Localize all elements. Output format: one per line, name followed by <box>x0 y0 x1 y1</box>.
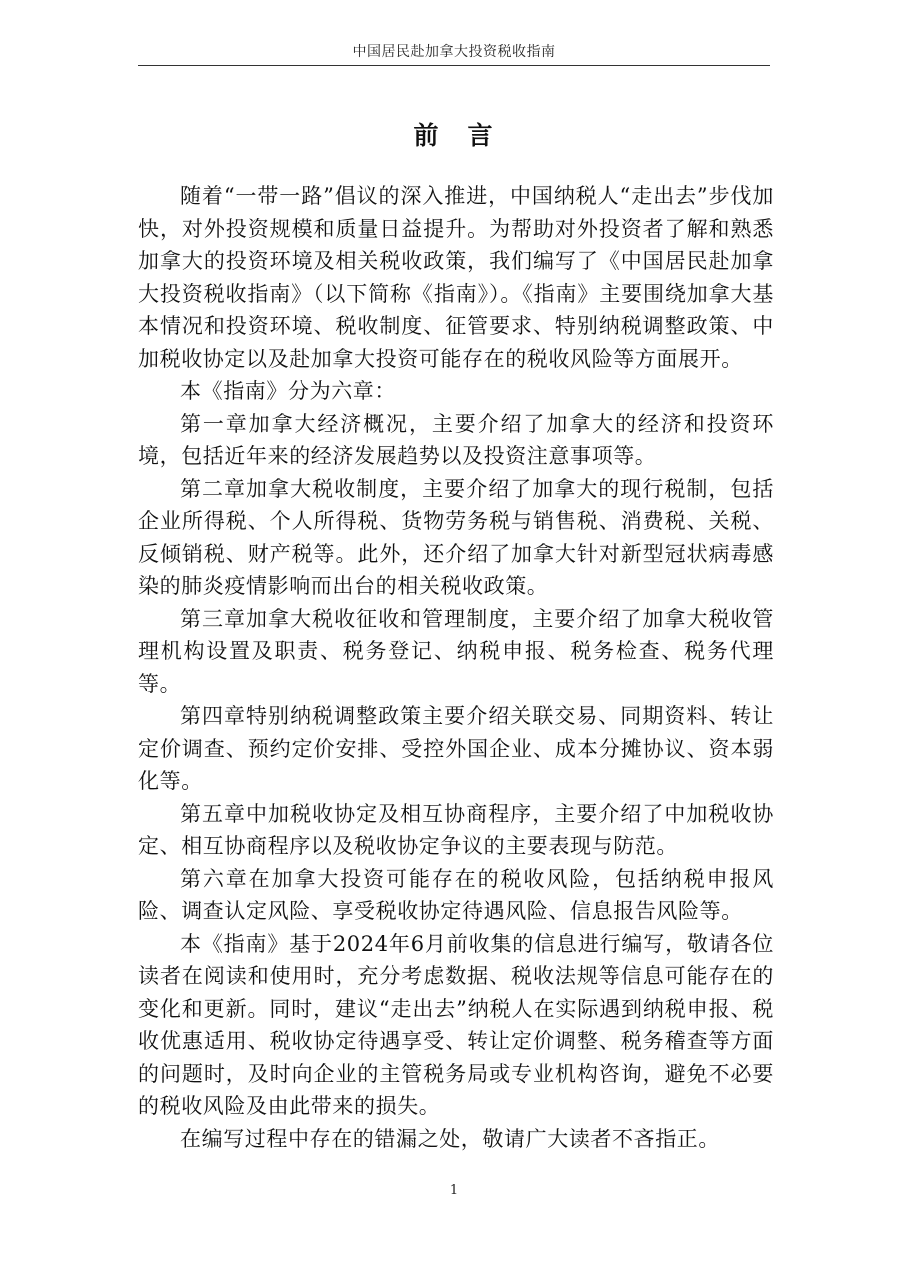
paragraph-closing: 在编写过程中存在的错漏之处，敬请广大读者不吝指正。 <box>180 1126 720 1151</box>
running-header: 中国居民赴加拿大投资税收指南 <box>352 44 556 60</box>
paragraph-disclaimer: 本《指南》基于2024年6月前收集的信息进行编写，敬请各位读者在阅读和使用时，充分考虑数据、税收法规等信息可能存在的变化和更新。同时，建议“走出去”纳税人在实际遇到纳税申报、税收优惠适用、税收协定待遇享受、转让定价调整、税务稽查等方面的问题时，及时向企业的主管税务局或专业机构咨询，避免不必要的税收风险及由此带来的损失。 <box>138 931 774 1118</box>
paragraph-chapter-3: 第三章加拿大税收征收和管理制度，主要介绍了加拿大税收管理机构设置及职责、税务登记、纳税申报、税务检查、税务代理等。 <box>138 606 774 696</box>
paragraph-chapter-5: 第五章中加税收协定及相互协商程序，主要介绍了中加税收协定、相互协商程序以及税收协定争议的主要表现与防范。 <box>138 801 774 858</box>
page-number: 1 <box>449 1183 459 1198</box>
paragraph-chapter-overview: 本《指南》分为六章： <box>180 379 396 403</box>
paragraph-chapter-6: 第六章在加拿大投资可能存在的税收风险，包括纳税申报风险、调查认定风险、享受税收协定待遇风险、信息报告风险等。 <box>138 866 774 923</box>
paragraph-chapter-1: 第一章加拿大经济概况，主要介绍了加拿大的经济和投资环境，包括近年来的经济发展趋势以及投资注意事项等。 <box>138 411 774 468</box>
page-title: 前 言 <box>413 121 495 150</box>
preface-body <box>138 180 774 1155</box>
paragraph-chapter-4: 第四章特别纳税调整政策主要介绍关联交易、同期资料、转让定价调查、预约定价安排、受控外国企业、成本分摊协议、资本弱化等。 <box>138 704 774 793</box>
header-rule <box>138 65 770 66</box>
paragraph-intro: 随着“一带一路”倡议的深入推进，中国纳税人“走出去”步伐加快，对外投资规模和质量日益提升。为帮助对外投资者了解和熟悉加拿大的投资环境及相关税收政策，我们编写了《中国居民赴加拿大投资税收指南》（以下简称《指南》）。《指南》主要围绕加拿大基本情况和投资环境、税收制度、征管要求、特别纳税调整政策、中加税收协定以及赴加拿大投资可能存在的税收风险等方面展开。 <box>138 184 774 371</box>
paragraph-chapter-2: 第二章加拿大税收制度，主要介绍了加拿大的现行税制，包括企业所得税、个人所得税、货物劳务税与销售税、消费税、关税、反倾销税、财产税等。此外，还介绍了加拿大针对新型冠状病毒感染的肺炎疫情影响而出台的相关税收政策。 <box>138 476 774 598</box>
